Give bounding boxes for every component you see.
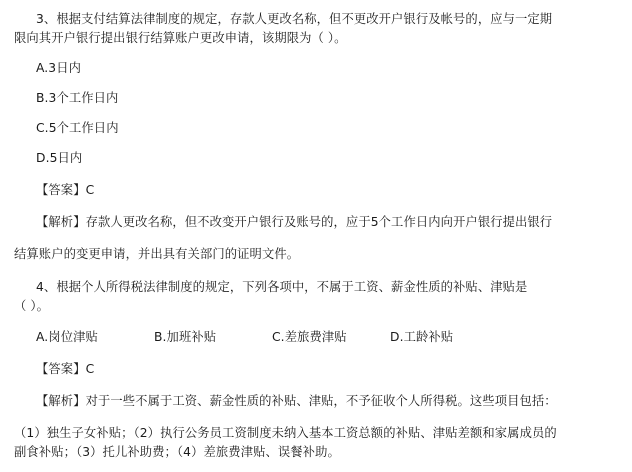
question-4-stem-line2: （ ）。 <box>14 299 50 314</box>
question-3 <box>14 10 618 264</box>
question-4 <box>14 278 618 461</box>
question-3-answer-label: 【答案】 <box>36 183 86 198</box>
question-4-analysis <box>14 392 618 411</box>
question-4-answer-value: C <box>85 361 95 376</box>
question-4-analysis-line1: 对于一些不属于工资、薪金性质的补贴、津贴，不予征收个人所得税。这些项目包括： <box>85 393 557 408</box>
question-3-analysis-line2: 结算账户的变更申请，并出具有关部门的证明文件。 <box>14 247 300 262</box>
question-4-option-a[interactable]: A.岗位津贴 <box>36 329 98 344</box>
question-3-stem-line2: 限向其开户银行提出银行结算账户更改申请，该期限为（ ）。 <box>14 31 347 46</box>
question-3-stem-line1: 3、根据支付结算法律制度的规定，存款人更改名称，但不更改开户银行及帐号的，应与一定期 <box>36 12 553 26</box>
question-4-option-c[interactable]: C.差旅费津贴 <box>272 329 347 344</box>
question-4-analysis-label: 【解析】 <box>36 393 86 408</box>
question-4-options <box>14 328 618 347</box>
question-4-answer-label: 【答案】 <box>36 361 86 376</box>
question-4-answer <box>14 360 618 379</box>
question-3-option-d[interactable]: D.5日内 <box>36 151 83 166</box>
question-4-option-b[interactable]: B.加班补贴 <box>154 329 217 344</box>
question-3-analysis <box>14 213 618 232</box>
question-4-analysis-line3: 副食补贴；（3）托儿补助费；（4）差旅费津贴、误餐补助。 <box>14 444 340 459</box>
question-3-option-b[interactable]: B.3个工作日内 <box>36 91 119 106</box>
question-3-option-a[interactable]: A.3日内 <box>36 61 82 76</box>
question-4-stem-line1: 4、根据个人所得税法律制度的规定，下列各项中，不属于工资、薪金性质的补贴、津贴是 <box>36 280 528 295</box>
question-4-analysis-line2: （1）独生子女补贴；（2）执行公务员工资制度未纳入基本工资总额的补贴、津贴差额和家属成员的 <box>14 425 557 440</box>
question-3-answer-value: C <box>85 183 95 198</box>
question-3-answer <box>14 181 618 200</box>
question-3-analysis-label: 【解析】 <box>36 215 86 230</box>
question-3-option-c[interactable]: C.5个工作日内 <box>36 121 119 136</box>
question-4-option-d[interactable]: D.工龄补贴 <box>390 329 454 344</box>
question-3-analysis-line1: 存款人更改名称，但不改变开户银行及账号的，应于5个工作日内向开户银行提出银行 <box>85 215 553 230</box>
